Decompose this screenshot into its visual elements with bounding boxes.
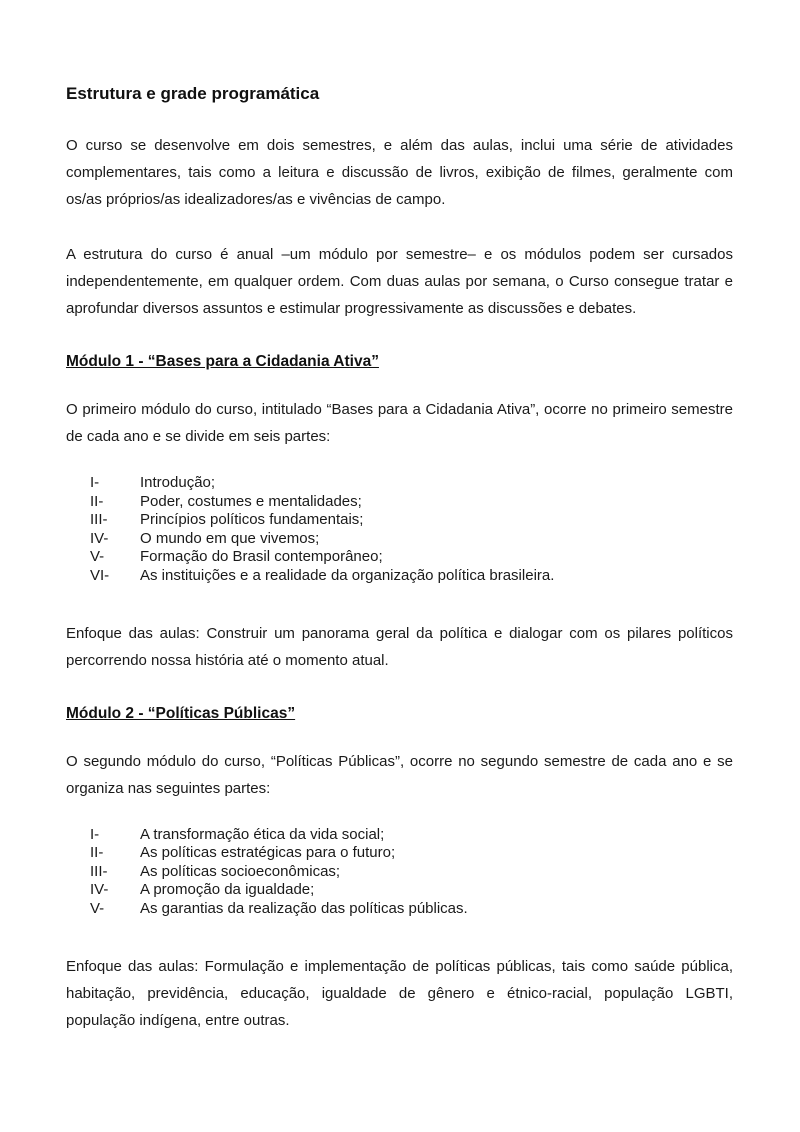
list-item-text: Poder, costumes e mentalidades; [140,492,362,510]
list-item-text: Introdução; [140,474,216,491]
list-item [90,530,733,549]
list-item-text: As políticas estratégicas para o futuro; [140,844,396,862]
list-item-numeral: I- [90,474,100,491]
list-item [90,826,733,845]
intro-paragraph-1: O curso se desenvolve em dois semestres, e além das aulas, inclui uma série de atividades complementares, tais como a leitura e discussão de livros, exibição de filmes, geralmente com os/as próprios/as idealizadores/as e vivências de campo. [66,137,733,208]
module1-intro-paragraph: O primeiro módulo do curso, intitulado “Bases para a Cidadania Ativa”, ocorre no primeiro semestre de cada ano e se divide em seis partes: [66,401,733,445]
list-item-text: As instituições e a realidade da organização política brasileira. [140,566,555,584]
list-item-text: A transformação ética da vida social; [140,825,385,843]
list-item-text: As políticas socioeconômicas; [140,862,341,880]
list-item [90,900,733,919]
list-item [90,548,733,567]
list-item [90,567,733,586]
list-item-numeral: III- [90,862,108,880]
module2-heading: Módulo 2 - “Políticas Públicas” [66,704,296,722]
list-item [90,493,733,512]
list-item-numeral: II- [90,844,104,862]
list-item [90,881,733,900]
module2-focus-paragraph: Enfoque das aulas: Formulação e implementação de políticas públicas, tais como saúde pública, habitação, previdência, educação, igualdade de gênero e étnico-racial, população LGBTI, população indígena, entre outras. [66,957,733,1029]
list-item [90,511,733,530]
module2-topic-list [90,826,733,919]
list-item [90,863,733,882]
list-item-numeral: VI- [90,566,110,584]
list-item-numeral: V- [90,899,105,917]
module1-topic-list [90,474,733,586]
list-item-text: Princípios políticos fundamentais; [140,511,364,529]
module2-intro-paragraph: O segundo módulo do curso, “Políticas Públicas”, ocorre no segundo semestre de cada ano e se organiza nas seguintes partes: [66,752,733,797]
list-item-numeral: V- [90,548,105,566]
list-item-text: O mundo em que vivemos; [140,529,320,547]
list-item-text: As garantias da realização das políticas públicas. [140,899,468,917]
list-item [90,844,733,863]
list-item-text: Formação do Brasil contemporâneo; [140,548,383,566]
list-item-text: A promoção da igualdade; [140,881,315,899]
page-title: Estrutura e grade programática [66,84,320,103]
list-item-numeral: III- [90,511,108,529]
list-item-numeral: IV- [90,881,109,899]
intro-paragraph-2: A estrutura do curso é anual –um módulo por semestre– e os módulos podem ser cursados independentemente, em qualquer ordem. Com duas aulas por semana, o Curso consegue tratar e aprofundar diversos assuntos e estimular progressivamente as discussões e debates. [66,246,733,317]
list-item [90,474,733,493]
module1-heading: Módulo 1 - “Bases para a Cidadania Ativa” [66,353,379,370]
module1-focus-paragraph: Enfoque das aulas: Construir um panorama geral da política e dialogar com os pilares políticos percorrendo nossa história até o momento atual. [66,624,733,669]
list-item-numeral: II- [90,492,104,510]
list-item-numeral: I- [90,825,100,843]
list-item-numeral: IV- [90,529,109,547]
